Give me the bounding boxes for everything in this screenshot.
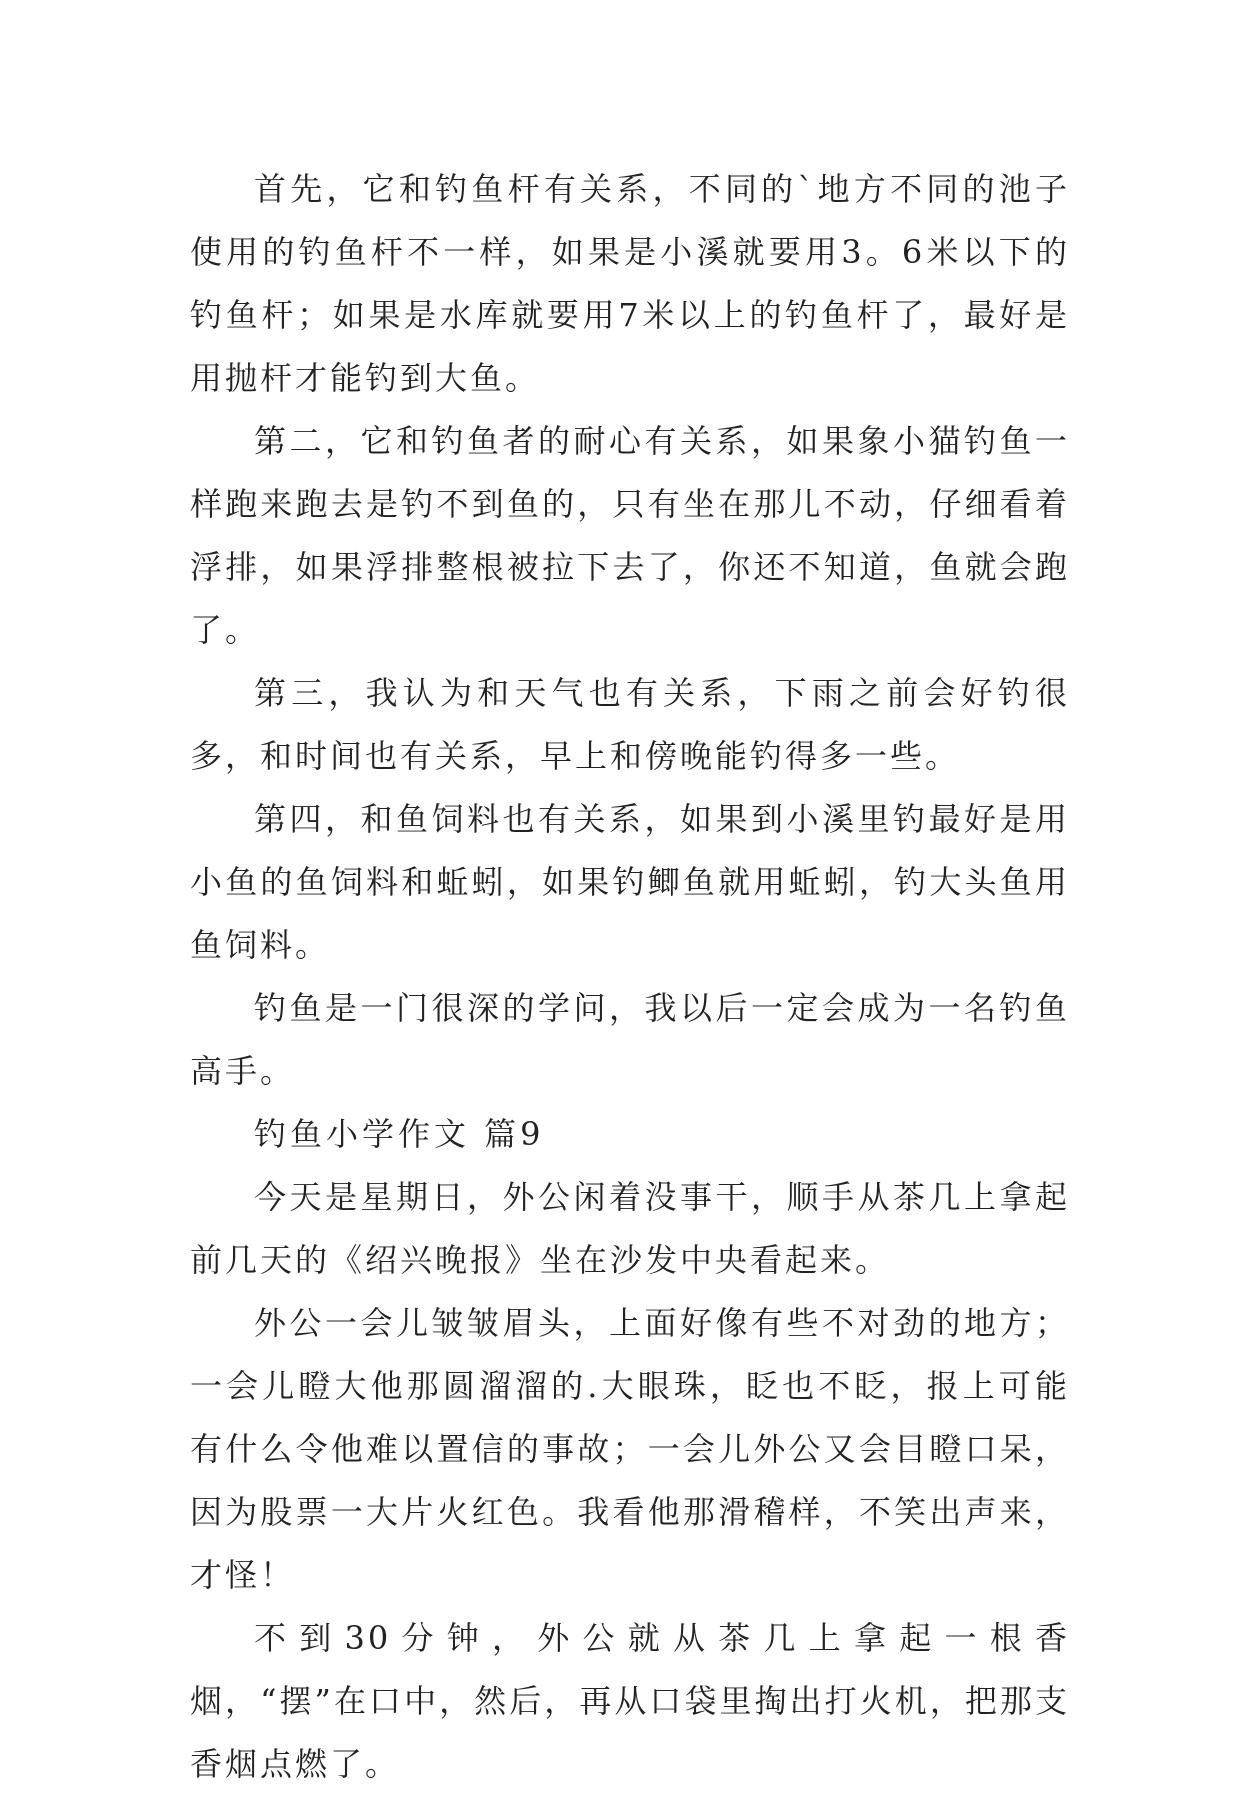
paragraph: 首先，它和钓鱼杆有关系，不同的`地方不同的池子使用的钓鱼杆不一样，如果是小溪就要用3。6米以下的钓鱼杆；如果是水库就要用7米以上的钓鱼杆了，最好是用抛杆才能钓到大鱼。 (190, 170, 1070, 397)
section-title: 钓鱼小学作文 篇9 (254, 1115, 545, 1153)
essay-text (190, 158, 1070, 1796)
paragraph: 第四，和鱼饲料也有关系，如果到小溪里钓最好是用小鱼的鱼饲料和蚯蚓，如果钓鲫鱼就用蚯蚓，钓大头鱼用鱼饲料。 (190, 800, 1070, 964)
paragraph: 第三，我认为和天气也有关系，下雨之前会好钓很多，和时间也有关系，早上和傍晚能钓得多一些。 (190, 674, 1070, 775)
paragraph: 外公一会儿皱皱眉头，上面好像有些不对劲的地方；一会儿瞪大他那圆溜溜的.大眼珠，眨也不眨，报上可能有什么令他难以置信的事故；一会儿外公又会目瞪口呆，因为股票一大片火红色。我看他那滑稽样，不笑出声来，才怪！ (190, 1304, 1070, 1594)
paragraph: 不到30分钟，外公就从茶几上拿起一根香烟，“摆”在口中，然后，再从口袋里掏出打火机，把那支香烟点燃了。 (190, 1619, 1070, 1783)
paragraph: 第二，它和钓鱼者的耐心有关系，如果象小猫钓鱼一样跑来跑去是钓不到鱼的，只有坐在那儿不动，仔细看着浮排，如果浮排整根被拉下去了，你还不知道，鱼就会跑了。 (190, 422, 1070, 649)
paragraph: 今天是星期日，外公闲着没事干，顺手从茶几上拿起前几天的《绍兴晚报》坐在沙发中央看起来。 (190, 1178, 1070, 1279)
paragraph: 钓鱼是一门很深的学问，我以后一定会成为一名钓鱼高手。 (190, 989, 1070, 1090)
